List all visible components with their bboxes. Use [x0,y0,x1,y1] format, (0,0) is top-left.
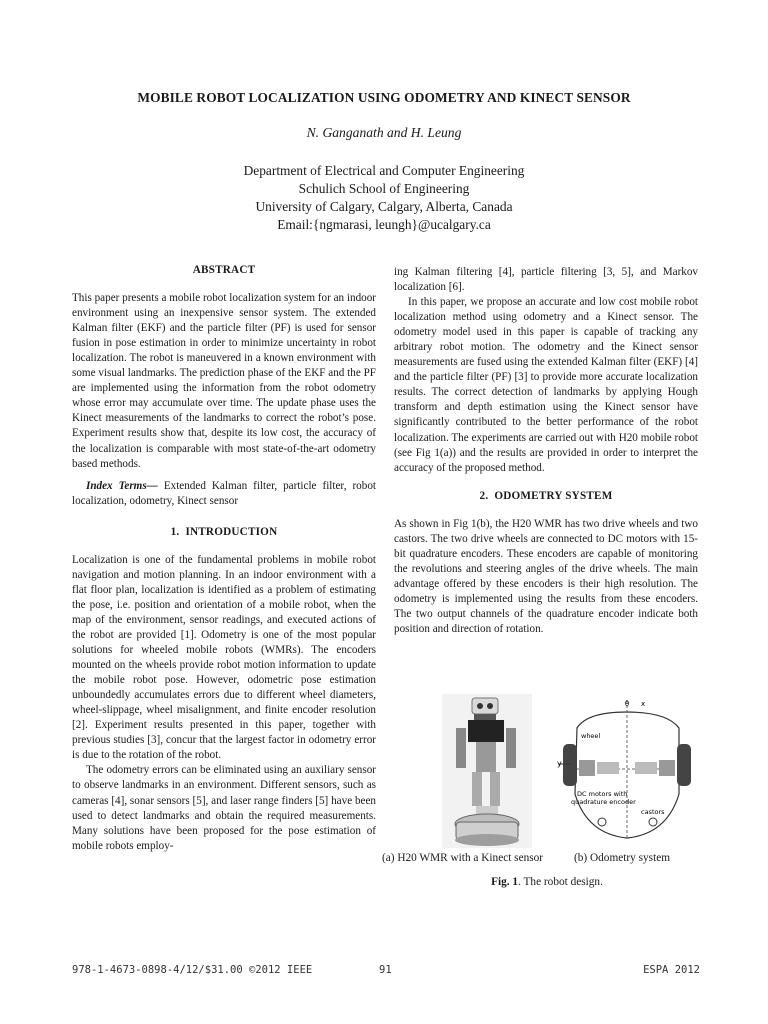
intro-paragraph-2: The odometry errors can be eliminated using an auxiliary sensor to observe landmarks in an environment. Different sensors, such as cameras [4], sonar sensors [5], and laser range finders [5] have been used to detect landmarks and obtain the required measurements. Many solutions have been proposed for the pose estimation of mobile robots employ- [72,764,376,852]
odometry-heading [394,489,698,504]
subcaption-a: (a) H20 WMR with a Kinect sensor [382,852,544,864]
odometry-paragraph-1: As shown in Fig 1(b), the H20 WMR has two drive wheels and two castors. The two drive wheels are connected to DC motors with 15-bit quadrature encoders. These encoders are capable of monitoring the revolutions and steering angles of the drive wheels. The main advantage offered by these encoders is their high resolution. The odometry is implemented using the results from these encoders. The two output channels of the quadrature encoder indicate both position and direction of rotation. [394,517,698,636]
abstract-heading: ABSTRACT [192,264,256,276]
figure-caption [382,876,712,888]
diagram-wheel-label: wheel [581,732,601,740]
left-column [72,263,376,854]
intro-heading [72,525,376,540]
intro-paragraph-1: Localization is one of the fundamental problems in mobile robot navigation and motion planning. In an indoor environment with a flat floor plan, localization is identified as a problem of estimating the pose, i.e. position and orientation of a mobile robot, when the map of the environment, sensor readings, and executed actions of the robot are provided [1]. Odometry is one of the most popular solutions for wheeled mobile robots (WMRs). The encoders mounted on the wheels provide robot motion information to update the mobile robot pose. However, odometric pose estimation unboundedly accumulates errors due to different wheel diameters, wheel-slippage, wheel misalignment, and finite encoder resolution [2]. Experiment results presented in this paper, together with previous studies [3], concur that the largest factor in odometry error is due to the rotation of the robot. [72,553,376,762]
figure-label: Fig. 1 [491,876,519,888]
index-terms [72,479,376,509]
page-number: 91 [379,964,392,976]
affiliation-department: Department of Electrical and Computer Engineering [243,163,525,178]
subcaption-b: (b) Odometry system [574,852,671,864]
odometry-number: 2. [479,489,489,502]
index-terms-lead: Index Terms— [86,479,158,492]
intro-paragraph-3: ing Kalman filtering [4], particle filtering [3, 5], and Markov localization [6]. [394,266,698,294]
footer-copyright: 978-1-4673-0898-4/12/$31.00 ©2012 IEEE [72,964,313,976]
diagram-castors-label: castors [641,808,665,816]
affiliation-school: Schulich School of Engineering [298,181,470,196]
robot-photo [442,694,532,848]
affiliation-university: University of Calgary, Calgary, Alberta, Canada [255,199,513,214]
odometry-diagram [557,694,697,844]
diagram-motors-label: DC motors with [577,790,628,798]
right-column [394,265,698,637]
figure-caption-text: . The robot design. [518,876,603,888]
page-footer [72,964,700,980]
figure-1 [382,694,712,904]
abstract-text: This paper presents a mobile robot localization system for an indoor environment using an inexpensive sensor system. The extended Kalman filter (EKF) and the particle filter (PF) is used for sensor fusion in pose estimation in order to minimize uncertainty in robot localization. The robot is maneuvered in a known environment with some visual landmarks. The prediction phase of the EKF and the PF are implemented using the information from the robot odometry whose error may accumulate over time. The update phase uses the Kinect measurements of the landmarks to correct the robot’s pose. Experiment results show that, despite its low cost, the accuracy of the localization is comparable with most state-of-the-art odometry based methods. [72,292,376,470]
diagram-encoder-label: quadrature encoder [571,798,636,806]
diagram-y-label: y [557,759,562,768]
intro-heading-text: INTRODUCTION [185,525,278,538]
diagram-theta-label: θ [624,700,630,708]
footer-conference: ESPA 2012 [643,964,700,976]
paper-title: MOBILE ROBOT LOCALIZATION USING ODOMETRY AND KINECT SENSOR [137,90,631,105]
author-line: N. Ganganath and H. Leung [306,125,462,140]
diagram-x-label: x [641,700,646,708]
intro-paragraph-4: In this paper, we propose an accurate and low cost mobile robot localization method using odometry and a Kinect sensor. The odometry model used in this paper is capable of tracking any arbitrary robot motion. The odometry and the Kinect sensor measurements are fused using the extended Kalman filter (EKF) [4] and the particle filter (PF) [3] to provide more accurate localization results. The correct detection of landmarks by applying Hough transform and depth estimation using the Kinect sensor have significantly contributed to the better performance of the robot localization. The experiments are carried out with H20 mobile robot (see Fig 1(a)) and the results are provided in order to interpret the accuracy of the proposed method. [394,296,698,474]
intro-number: 1. [170,525,180,538]
affiliation-email: Email:{ngmarasi, leungh}@ucalgary.ca [277,217,491,232]
affiliation-block [0,162,768,234]
odometry-heading-text: ODOMETRY SYSTEM [494,489,613,502]
index-terms-text: Extended Kalman filter, particle filter, robot localization, odometry, Kinect sensor [72,479,376,507]
